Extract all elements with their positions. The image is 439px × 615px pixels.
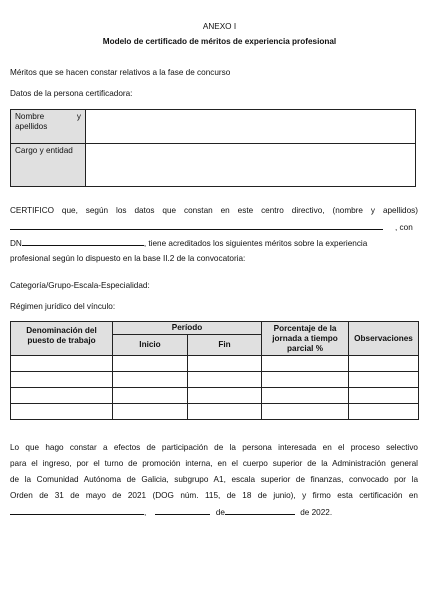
col-start: Inicio xyxy=(113,335,188,356)
closing-line3: de la Comunidad Autónoma de Galicia, subgrupo A1, escala superior de finanzas, convocado por la xyxy=(10,475,418,484)
closing-line4: Orden de 31 de mayo de 2021 (DOG núm. 115, de 18 de junio), y firmo esta certificación en xyxy=(10,491,418,500)
certify-line3 xyxy=(10,237,418,249)
col-denomination: Denominación del puesto de trabajo xyxy=(11,322,113,356)
certify-line3-end: , tiene acreditados los siguientes méritos sobre la experiencia xyxy=(143,239,368,248)
table-row xyxy=(11,372,419,388)
merits-table xyxy=(10,321,419,420)
table-cell[interactable] xyxy=(113,388,188,404)
certify-line2 xyxy=(10,221,418,233)
day-blank-line[interactable] xyxy=(155,506,210,515)
person-table xyxy=(10,109,416,187)
role-field[interactable] xyxy=(86,144,416,187)
place-blank-line[interactable] xyxy=(10,506,147,517)
table-cell[interactable] xyxy=(11,372,113,388)
closing-de1: de xyxy=(215,508,225,517)
table-cell[interactable] xyxy=(113,372,188,388)
name-label-y: y xyxy=(76,112,81,121)
certify-line2-end: , con xyxy=(395,223,413,232)
table-cell[interactable] xyxy=(188,356,262,372)
name-label-line2: apellidos xyxy=(15,122,48,131)
role-label: Cargo y entidad xyxy=(15,146,73,155)
table-row xyxy=(11,356,419,372)
dni-blank-line[interactable] xyxy=(22,237,144,246)
person-section-label: Datos de la persona certificadora: xyxy=(10,89,133,98)
table-cell[interactable] xyxy=(262,404,349,420)
table-cell[interactable] xyxy=(188,372,262,388)
table-cell[interactable] xyxy=(113,404,188,420)
table-cell[interactable] xyxy=(113,356,188,372)
table-row xyxy=(11,404,419,420)
intro-text: Méritos que se hacen constar relativos a la fase de concurso xyxy=(10,68,231,77)
name-field[interactable] xyxy=(86,110,416,144)
closing-line1: Lo que hago constar a efectos de participación de la persona interesada en el proceso selectivo xyxy=(10,443,418,452)
table-cell[interactable] xyxy=(349,372,419,388)
certify-line1: CERTIFICO que, según los datos que constan en este centro directivo, (nombre y apellidos) xyxy=(10,206,418,215)
table-cell[interactable] xyxy=(11,404,113,420)
closing-de2: de 2022. xyxy=(300,508,333,517)
table-cell[interactable] xyxy=(349,404,419,420)
category-label: Categoría/Grupo-Escala-Especialidad: xyxy=(10,281,150,290)
table-cell[interactable] xyxy=(11,388,113,404)
table-row xyxy=(11,388,419,404)
regime-label: Régimen jurídico del vínculo: xyxy=(10,302,116,311)
col-end: Fin xyxy=(188,335,262,356)
col-period: Período xyxy=(113,322,262,335)
table-cell[interactable] xyxy=(262,356,349,372)
certify-line4: profesional según lo dispuesto en la base II.2 de la convocatoria: xyxy=(10,254,246,263)
annex-label: ANEXO I xyxy=(202,22,237,31)
table-cell[interactable] xyxy=(262,388,349,404)
name-label: Nombre xyxy=(15,112,45,121)
closing-line5 xyxy=(10,506,332,518)
col-observations: Observaciones xyxy=(349,322,419,356)
month-blank-line[interactable] xyxy=(225,506,295,515)
table-cell[interactable] xyxy=(11,356,113,372)
table-cell[interactable] xyxy=(349,388,419,404)
dni-label: DN xyxy=(10,239,22,248)
document-title: Modelo de certificado de méritos de experiencia profesional xyxy=(102,37,337,46)
col-percentage: Porcentaje de la jornada a tiempo parcial % xyxy=(262,322,349,356)
table-cell[interactable] xyxy=(188,404,262,420)
closing-sep: , xyxy=(144,508,147,517)
name-blank-line[interactable] xyxy=(10,221,383,230)
table-cell[interactable] xyxy=(262,372,349,388)
closing-line2: para el ingreso, por el turno de promoción interna, en el cuerpo superior de la Administración general xyxy=(10,459,418,468)
name-label-cell xyxy=(11,110,86,144)
table-cell[interactable] xyxy=(349,356,419,372)
table-cell[interactable] xyxy=(188,388,262,404)
role-label-cell xyxy=(11,144,86,187)
